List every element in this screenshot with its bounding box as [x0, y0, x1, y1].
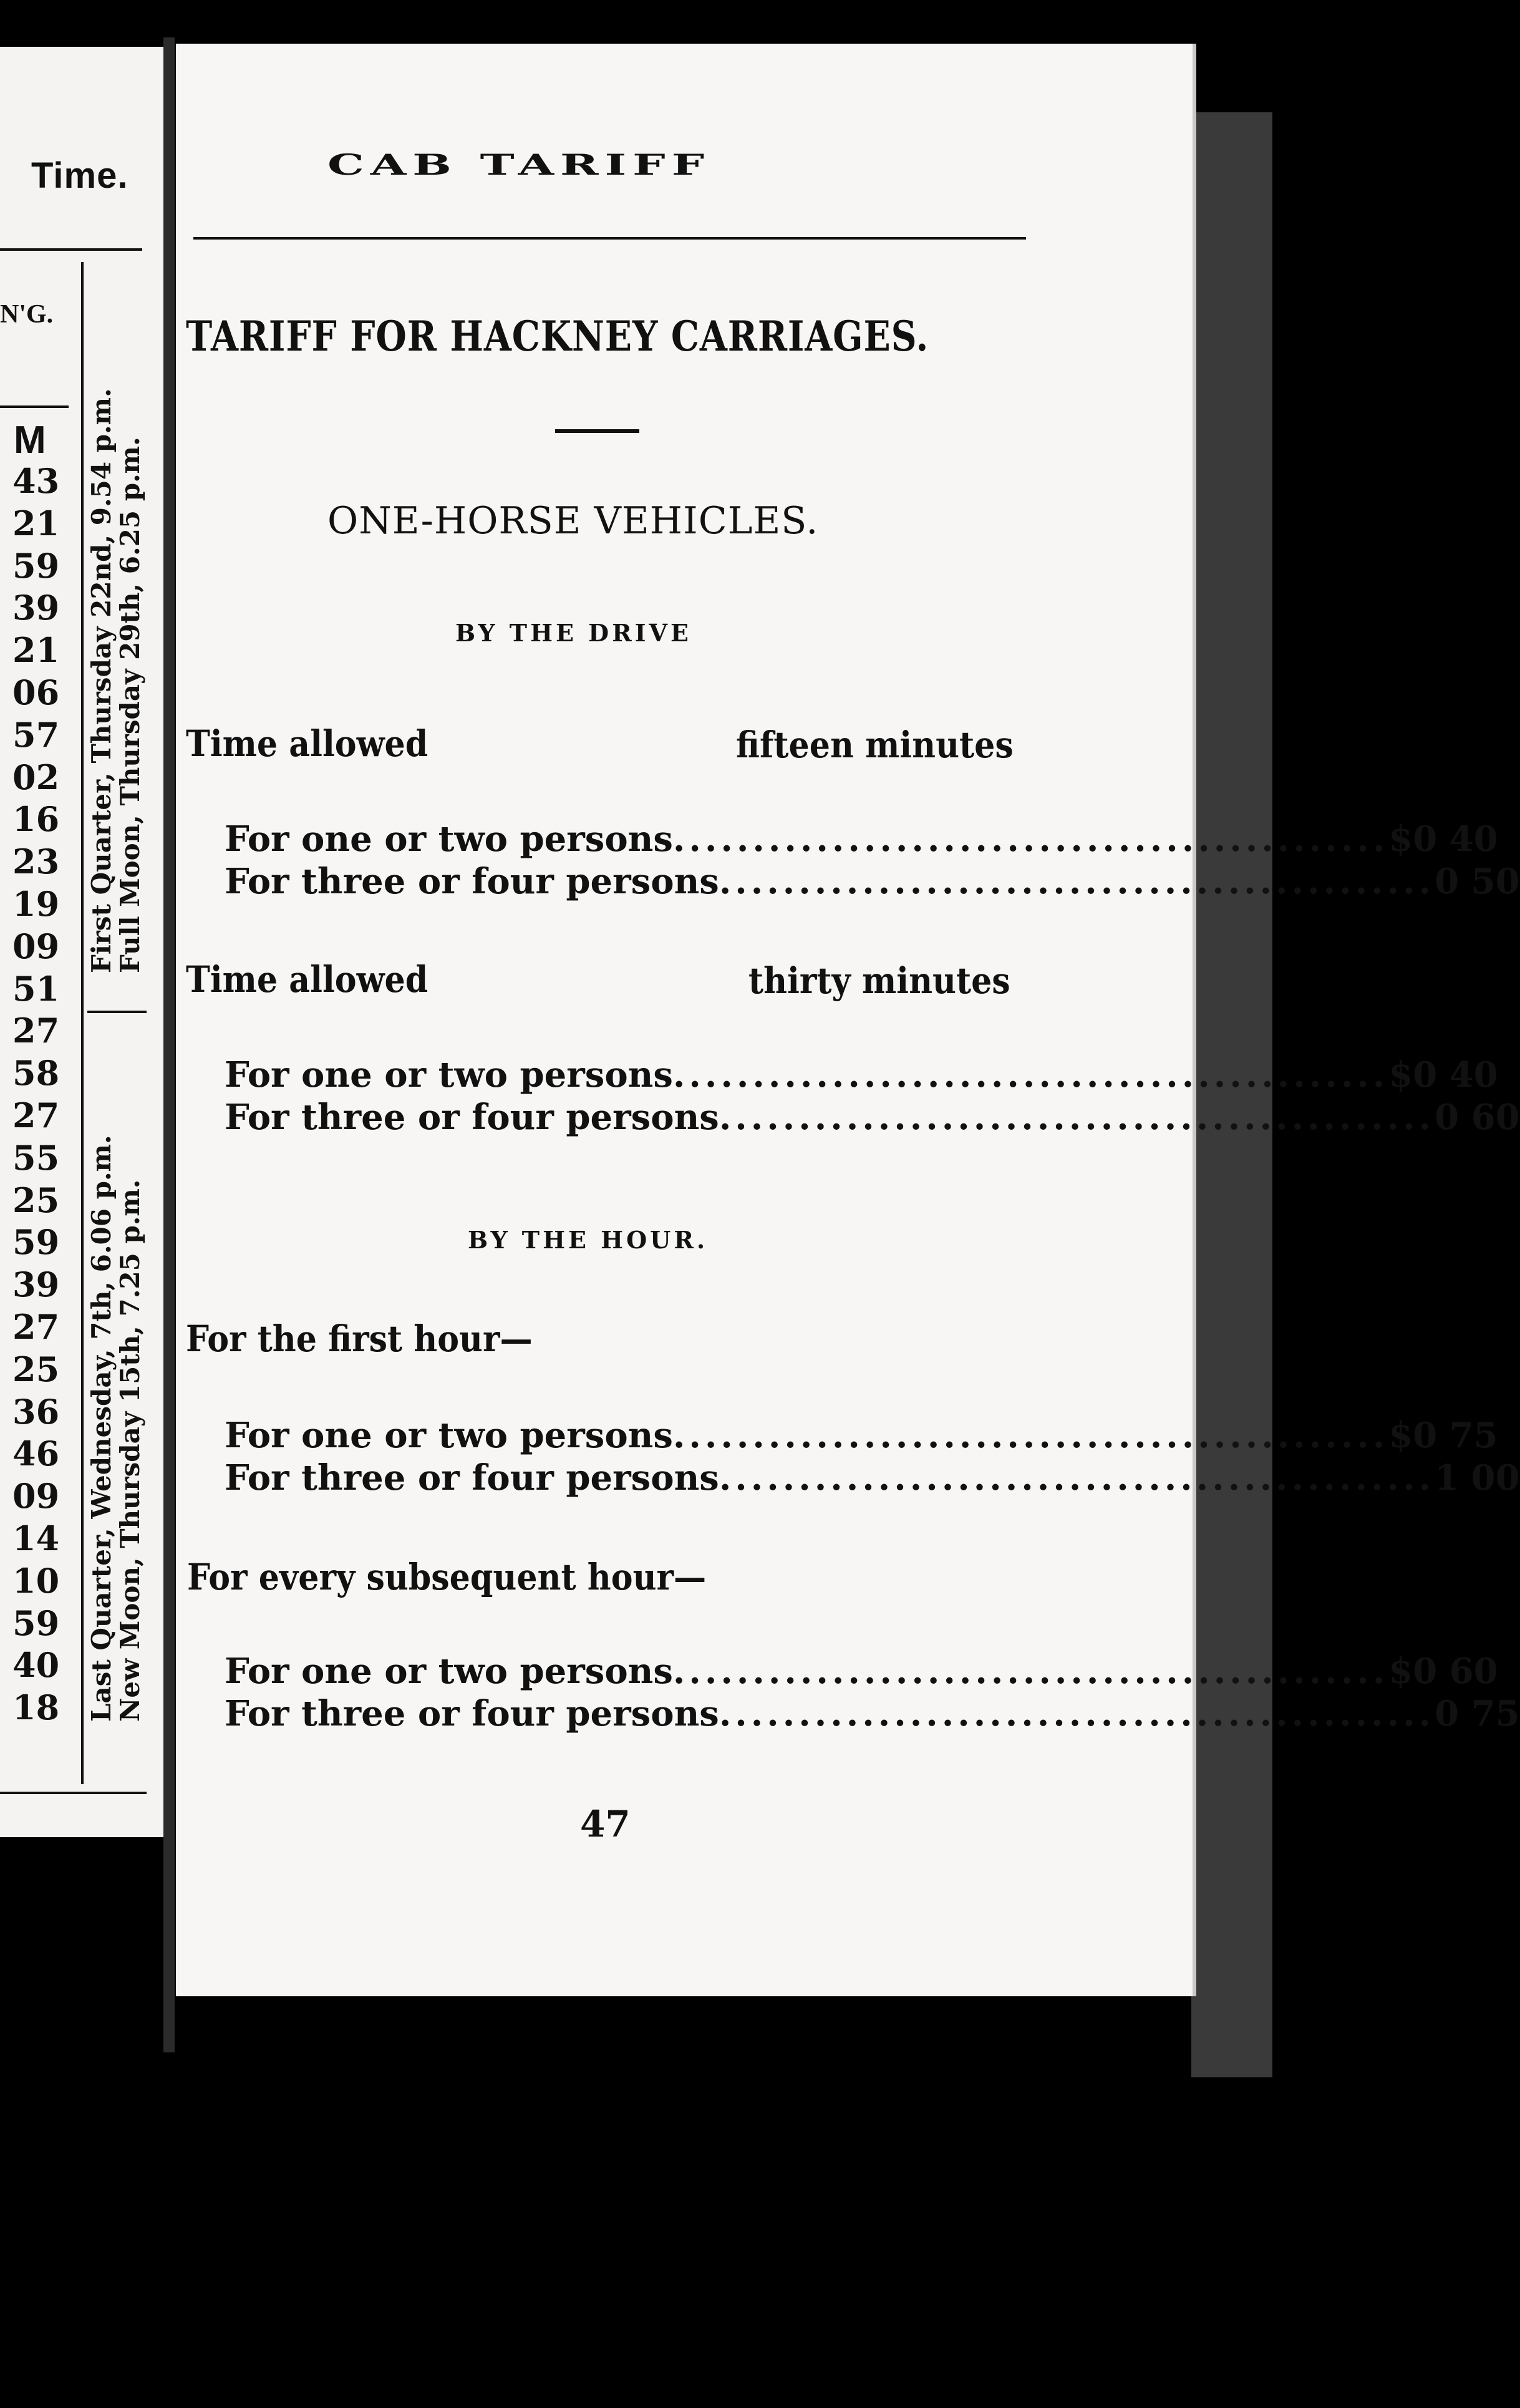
- fare-row: [225, 818, 1498, 860]
- phase-full-moon: Full Moon, Thursday 29th, 6.25 p.m.: [115, 437, 145, 973]
- minute-value: 19: [12, 883, 60, 924]
- fare-price: 0 50: [1435, 861, 1520, 902]
- hour-heading: For the first hour—: [186, 1318, 533, 1360]
- section-by-drive: BY THE DRIVE: [455, 619, 692, 647]
- phase-last-quarter: Last Quarter, Wednesday, 7th, 6.06 p.m.: [86, 1135, 117, 1722]
- fare-label: For three or four persons: [225, 1097, 719, 1138]
- minute-value: 39: [12, 1265, 60, 1305]
- minute-value: 21: [12, 630, 60, 671]
- minute-value: 27: [12, 1011, 60, 1051]
- fare-label: For one or two persons: [225, 1054, 673, 1095]
- leader-dots: .............................................: [672, 1651, 1389, 1692]
- leader-dots: .............................................: [719, 1457, 1435, 1498]
- fare-label: For three or four persons: [225, 1457, 719, 1498]
- minute-value: 36: [12, 1391, 60, 1432]
- minute-value: 57: [12, 714, 60, 755]
- left-column-rule: [0, 405, 69, 408]
- fare-price: 0 75: [1435, 1693, 1520, 1734]
- minute-value: 02: [12, 757, 60, 797]
- fare-price: $0 40: [1388, 818, 1498, 860]
- minutes-list: [12, 460, 59, 1729]
- title-dash: [555, 429, 639, 433]
- minute-value: 09: [12, 1476, 60, 1517]
- leader-dots: .............................................: [719, 1097, 1435, 1138]
- leader-dots: .............................................: [672, 818, 1389, 860]
- minute-value: 06: [12, 672, 60, 712]
- running-head-rule: [193, 237, 1026, 240]
- page-title: TARIFF FOR HACKNEY CARRIAGES.: [186, 312, 929, 361]
- left-page-header: Time.: [31, 155, 128, 196]
- left-column-letter: M: [14, 419, 46, 462]
- minute-value: 55: [12, 1137, 60, 1178]
- minute-value: 59: [12, 545, 60, 586]
- fare-price: $0 75: [1388, 1415, 1498, 1456]
- page-number: 47: [580, 1803, 631, 1845]
- fare-label: For three or four persons: [225, 1693, 719, 1734]
- minute-value: 18: [12, 1687, 60, 1728]
- fare-label: For one or two persons: [225, 818, 673, 860]
- time-allowed-label: Time allowed: [186, 722, 428, 765]
- minute-value: 16: [12, 799, 60, 840]
- leader-dots: .............................................: [672, 1054, 1389, 1095]
- fare-price: 0 60: [1435, 1097, 1520, 1138]
- leader-dots: .............................................: [672, 1415, 1389, 1456]
- phase-first-quarter: First Quarter, Thursday 22nd, 9.54 p.m.: [86, 388, 117, 973]
- hour-heading: For every subsequent hour—: [187, 1556, 707, 1598]
- fare-row: [225, 1693, 1520, 1734]
- minute-value: 09: [12, 926, 60, 966]
- leader-dots: .............................................: [719, 861, 1435, 902]
- minute-value: 40: [12, 1645, 60, 1686]
- time-allowed-label: Time allowed: [186, 958, 428, 1001]
- fare-label: For one or two persons: [225, 1651, 673, 1692]
- minute-value: 10: [12, 1560, 60, 1601]
- minute-value: 25: [12, 1349, 60, 1389]
- fare-row: [225, 1457, 1520, 1498]
- left-column-head: N'G.: [0, 300, 54, 329]
- fare-row: [225, 1097, 1520, 1138]
- minute-value: 27: [12, 1306, 60, 1347]
- time-allowed-value: fifteen minutes: [736, 724, 1014, 766]
- section-by-hour: BY THE HOUR.: [468, 1226, 709, 1254]
- fare-price: $0 60: [1388, 1651, 1498, 1692]
- fare-row: [225, 861, 1520, 902]
- minute-value: 59: [12, 1222, 60, 1263]
- running-head: CAB TARIFF: [327, 148, 711, 182]
- fare-price: $0 40: [1388, 1054, 1498, 1095]
- page-subtitle: ONE-HORSE VEHICLES.: [327, 499, 819, 543]
- minute-value: 46: [12, 1434, 60, 1474]
- phase-new-moon: New Moon, Thursday 15th, 7.25 p.m.: [115, 1179, 145, 1722]
- minute-value: 23: [12, 842, 60, 882]
- fare-row: [225, 1054, 1498, 1095]
- minute-value: 39: [12, 588, 60, 628]
- minute-value: 58: [12, 1053, 60, 1094]
- leader-dots: .............................................: [719, 1693, 1435, 1734]
- minute-value: 14: [12, 1518, 60, 1558]
- minute-value: 27: [12, 1095, 60, 1135]
- moon-phases-bottom: [86, 1135, 162, 2408]
- fare-label: For one or two persons: [225, 1415, 673, 1456]
- left-header-rule: [0, 248, 142, 251]
- fare-row: [225, 1415, 1498, 1456]
- time-allowed-value: thirty minutes: [748, 959, 1010, 1002]
- book-spine: [163, 37, 175, 2052]
- minute-value: 21: [12, 503, 60, 543]
- fare-label: For three or four persons: [225, 861, 719, 902]
- minute-value: 43: [12, 461, 60, 501]
- minute-value: 25: [12, 1180, 60, 1220]
- fare-row: [225, 1651, 1498, 1692]
- fare-price: 1 00: [1435, 1457, 1520, 1498]
- minute-value: 51: [12, 968, 60, 1009]
- minute-value: 59: [12, 1603, 60, 1643]
- left-column-divider: [81, 262, 84, 1784]
